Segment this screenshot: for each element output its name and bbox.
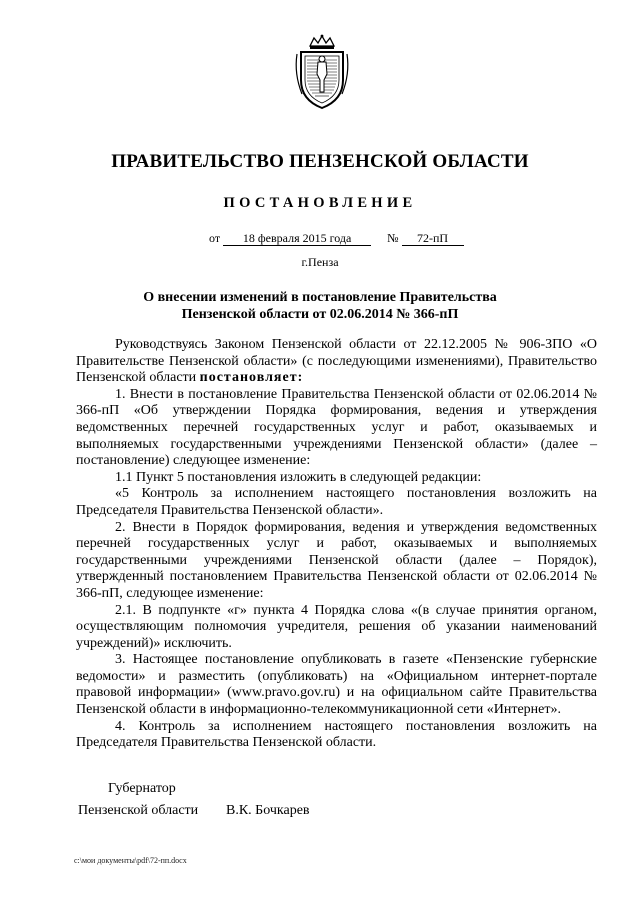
paragraph-2-1: 2.1. В подпункте «г» пункта 4 Порядка слова «(в случае принятия органом, осуществляющим полномочия учредителя, решения об указании наименований учреждений)» исключить. [76,602,597,651]
document-date: 18 февраля 2015 года [223,232,371,246]
coat-of-arms-icon [292,34,352,110]
date-prefix: от [209,231,221,245]
intro-paragraph [76,337,597,387]
date-number-line [209,231,464,246]
document-type: ПОСТАНОВЛЕНИЕ [223,195,417,211]
subject-heading [0,289,640,323]
paragraph-2: 2. Внести в Порядок формирования, ведения и утверждения ведомственных перечней государственных услуг и работ, оказываемых и выполняемых государственными учреждениями Пензенской области (далее – Порядок), утвержденный постановлением Правительства Пензенской области от 02.06.2014 № 366-пП, следующее изменение: [76,519,597,601]
signatory-position-line-1: Губернатор [108,781,176,796]
document-number: 72-пП [402,232,464,246]
government-title: ПРАВИТЕЛЬСТВО ПЕНЗЕНСКОЙ ОБЛАСТИ [111,151,529,172]
number-prefix: № [387,231,399,245]
signatory-name: В.К. Бочкарев [226,803,310,818]
file-path-footer: c:\мои документы\pdf\72-пп.docx [74,856,187,865]
paragraph-4: 4. Контроль за исполнением настоящего постановления возложить на Председателя Правительства Пензенской области. [76,718,597,751]
signature-block [78,778,310,822]
intro-bold-text: постановляет: [199,370,304,386]
paragraph-1: 1. Внести в постановление Правительства Пензенской области от 02.06.2014 № 366-пП «Об утверждении Порядка формирования, ведения и утверждения ведомственных перечней государственных услуг и работ, оказываемых и выполняемых государственными учреждениями Пензенской области» (далее – постановление) следующее изменение: [76,386,597,469]
signatory-position-line-2: Пензенской области [78,803,199,818]
subject-line-2: Пензенской области от 02.06.2014 № 366-пП [181,307,459,322]
paragraph-3: 3. Настоящее постановление опубликовать в газете «Пензенские губернские ведомости» и разместить (опубликовать) на «Официальном интернет-портале правовой информации» (www.pravo.gov.ru) и на официальном сайте Правительства Пензенской области в информационно-телекоммуникационной сети «Интернет». [76,652,597,718]
subject-line-1: О внесении изменений в постановление Правительства [143,290,497,305]
city: г.Пенза [301,255,339,269]
document-body [76,337,597,752]
intro-text: Руководствуясь Законом Пензенской области от 22.12.2005 № 906-ЗПО «О Правительстве Пензенской области» (с последующими изменениями), Правительство Пензенской области [76,337,597,386]
paragraph-1-1: 1.1 Пункт 5 постановления изложить в следующей редакции: [115,469,482,485]
paragraph-1-1-quote: «5 Контроль за исполнением настоящего постановления возложить на Председателя Правительства Пензенской области». [76,486,597,518]
